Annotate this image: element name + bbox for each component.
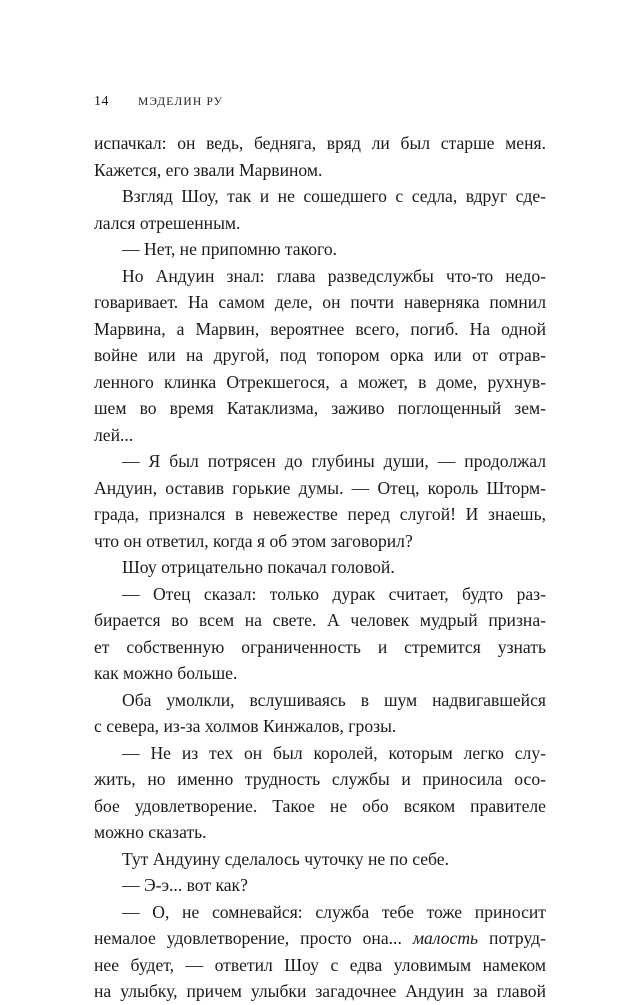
- text-line: испачкал: он ведь, бедняга, вряд ли был старше меня.: [94, 133, 546, 153]
- text-line: — Э-э... вот как?: [122, 875, 248, 895]
- text-line: можно сказать.: [94, 822, 207, 842]
- text-line: ет собственную ограниченность и стремится узнать: [94, 636, 546, 657]
- text-line: на улыбку, причем улыбки загадочнее Андуин за главой: [94, 981, 546, 1001]
- text-line: войне или на другой, под топором орка или от отрав-: [94, 345, 546, 365]
- text-line: что он ответил, когда я об этом заговорил?: [94, 530, 413, 551]
- text-line: бирается во всем на свете. А человек мудрый призна-: [94, 610, 546, 630]
- text-line: Взгляд Шоу, так и не сошедшего с седла, вдруг сде-: [122, 186, 546, 206]
- text-line: бое удовлетворение. Такое не обо всяком правителе: [94, 795, 546, 816]
- text-line: Тут Андуину сделалось чуточку не по себе.: [122, 848, 449, 869]
- text-line: нее будет, — ответил Шоу с едва уловимым намеком: [94, 954, 546, 975]
- text-line: ленного клинка Отрекшегося, а может, в доме, рухнув-: [94, 371, 546, 392]
- page-number: 14: [94, 94, 109, 109]
- text-line: града, признался в невежестве перед слугой! И знаешь,: [94, 504, 546, 524]
- text-line: шем во время Катаклизма, заживо поглощенный зем-: [94, 398, 546, 418]
- text-line: немалое удовлетворение, просто она... малость потруд-: [94, 928, 546, 948]
- text-line: жить, но именно трудность службы и приносила осо-: [94, 769, 546, 789]
- text-line: Шоу отрицательно покачал головой.: [122, 557, 395, 577]
- text-line: Марвина, а Марвин, вероятнее всего, погиб. На одной: [94, 318, 546, 339]
- emphasis: малость: [412, 928, 479, 948]
- text-line: — Нет, не припомню такого.: [122, 239, 338, 259]
- body-text: [94, 130, 546, 1005]
- text-line: говаривает. На самом деле, он почти наверняка помнил: [94, 292, 546, 312]
- text-line: Но Андуин знал: глава разведслужбы что-то недо-: [122, 265, 546, 286]
- text-line: с севера, из-за холмов Кинжалов, грозы.: [94, 716, 397, 736]
- text-line: — Я был потрясен до глубины души, — продолжал: [122, 451, 546, 471]
- text-line: лей...: [94, 424, 134, 445]
- text-line: — Отец сказал: только дурак считает, будто раз-: [122, 583, 546, 604]
- text-line: Оба умолкли, вслушиваясь в шум надвигавшейся: [122, 689, 546, 710]
- text-line: как можно больше.: [94, 663, 238, 683]
- text-line: — О, не сомневайся: служба тебе тоже приносит: [122, 901, 546, 922]
- running-head-author: МЭДЕЛИН РУ: [138, 96, 224, 108]
- text-line: лался отрешенным.: [94, 212, 241, 233]
- running-head: [94, 93, 223, 110]
- text-line: Андуин, оставив горькие думы. — Отец, король Шторм-: [94, 477, 546, 498]
- text-line: Кажется, его звали Марвином.: [94, 159, 323, 180]
- text-line: — Не из тех он был королей, которым легко слу-: [122, 742, 546, 763]
